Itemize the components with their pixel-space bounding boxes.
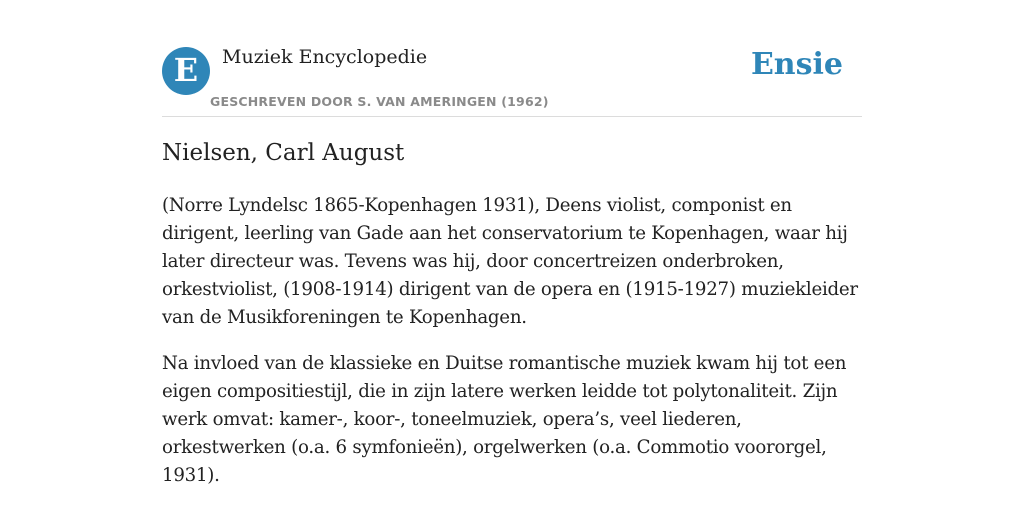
article-card [162,0,862,486]
article-paragraph: Na invloed van de klassieke en Duitse romantische muziek kwam hij tot een eigen compositiestijl, die in zijn latere werken leidde tot polytonaliteit. Zijn werk omvat: kamer-, koor-, toneelmuziek, opera’s, veel liederen, orkestwerken (o.a. 6 symfonieën), orgelwerken (o.a. Commotio voororgel, 1931). [162,353,847,486]
ensie-brand-logo[interactable]: Ensie [750,47,843,82]
encyclopedie-name-link[interactable]: Muziek Encyclopedie [222,46,428,68]
author-byline: GESCHREVEN DOOR S. VAN AMERINGEN (1962) [210,94,549,109]
article-paragraph: (Norre Lyndelsc 1865-Kopenhagen 1931), Deens violist, componist en dirigent, leerling van Gade aan het conservatorium te Kopenhagen, waar hij later directeur was. Tevens was hij, door concertreizen onderbroken, orkestviolist, (1908-1914) dirigent van de opera en (1915-1927) muziekleider van de Musikforeningen te Kopenhagen. [162,195,858,328]
article-header [162,0,862,117]
encyclopedie-logo[interactable]: E [162,47,210,95]
article-title: Nielsen, Carl August [162,140,405,166]
article-body [162,192,862,508]
